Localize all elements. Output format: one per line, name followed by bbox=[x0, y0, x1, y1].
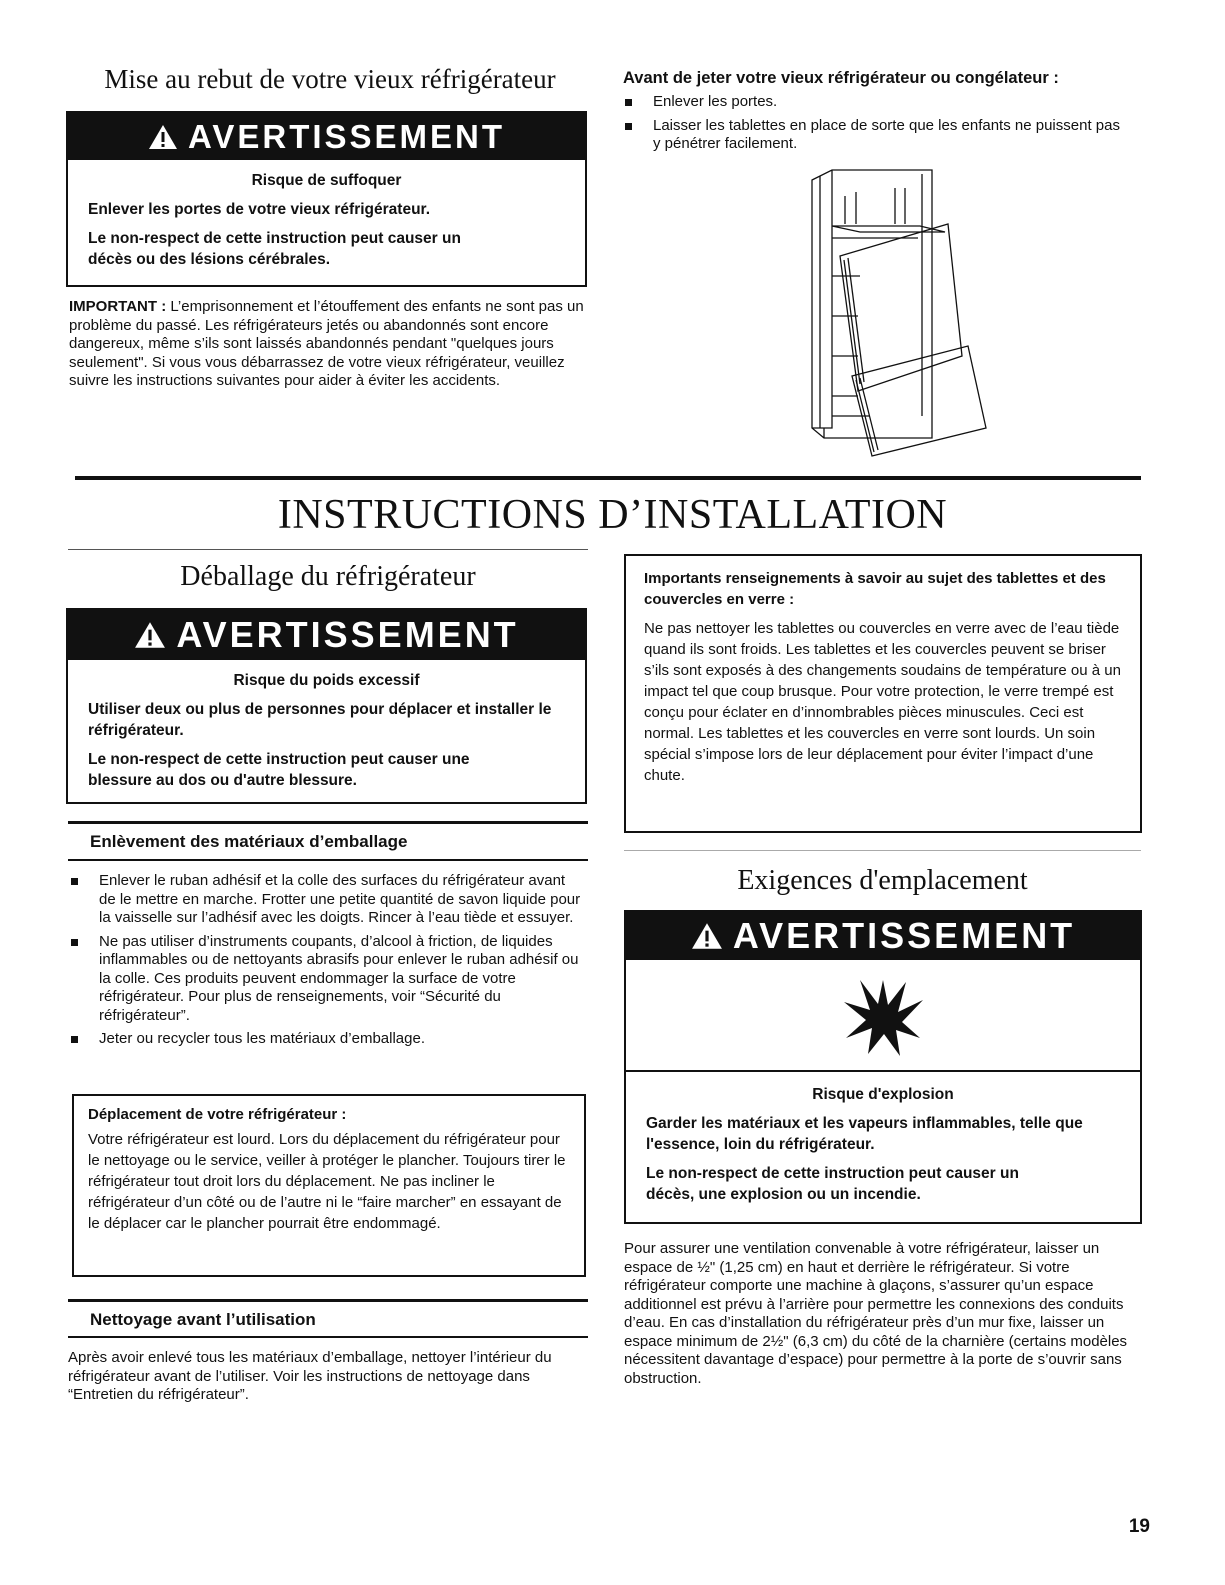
warning-risk: Risque de suffoquer bbox=[251, 172, 402, 189]
warning-triangle-icon bbox=[148, 123, 178, 151]
cleaning-text: Après avoir enlevé tous les matériaux d’emballage, nettoyer l’intérieur du réfrigérateur avant de l’utiliser. Voir les instructions de nettoyage dans “Entretien du réfrigérateur”. bbox=[68, 1349, 552, 1403]
disposal-heading: Mise au rebut de votre vieux réfrigérateur bbox=[104, 64, 556, 94]
warning-consequence: Le non-respect de cette instruction peut causer un décès ou des lésions cérébrales. bbox=[88, 230, 461, 268]
list-item: Laisser les tablettes en place de sorte que les enfants ne puissent pas y pénétrer facilement. bbox=[622, 117, 1122, 154]
glass-shelves-box bbox=[624, 554, 1142, 833]
packing-removal-heading: Enlèvement des matériaux d’emballage bbox=[90, 832, 408, 851]
weight-warning-box bbox=[66, 608, 587, 804]
warning-banner-label: AVERTISSEMENT bbox=[187, 117, 506, 155]
warning-consequence: Le non-respect de cette instruction peut causer une blessure au dos ou d'autre blessure. bbox=[88, 751, 470, 789]
section-divider bbox=[75, 476, 1141, 480]
explosion-pictogram-area bbox=[626, 960, 1140, 1072]
page-number: 19 bbox=[1128, 1516, 1150, 1537]
warning-banner bbox=[68, 113, 585, 160]
warning-banner bbox=[626, 912, 1140, 960]
moving-fridge-box bbox=[72, 1094, 586, 1277]
suffocation-warning-box bbox=[66, 111, 587, 287]
cleaning-heading: Nettoyage avant l’utilisation bbox=[90, 1310, 316, 1329]
location-heading: Exigences d'emplacement bbox=[737, 865, 1028, 896]
important-label: IMPORTANT : bbox=[69, 298, 167, 315]
warning-instruction: Garder les matériaux et les vapeurs inflammables, telle que l'essence, loin du réfrigérateur. bbox=[646, 1115, 1083, 1153]
right-column-rule bbox=[624, 850, 1141, 851]
location-text: Pour assurer une ventilation convenable à votre réfrigérateur, laisser un espace de ½" (1,25 cm) en haut et derrière le réfrigérateur. Si votre réfrigérateur comporte une machine à glaçons, s’assurer qu’un espace additionnel est prévu à l’arrière pour permettre les connexions des conduits d’eau. En cas d’installation du réfrigérateur près d’un mur fixe, laisser un espace minimum de 2½" (6,3 cm) du côté de la charnière (certains modèles nécessitent davantage d’espace) pour permettre à la porte de s’ouvrir sans obstruction. bbox=[624, 1240, 1128, 1387]
list-item: Enlever le ruban adhésif et la colle des surfaces du réfrigérateur avant de le mettre en marche. Frotter une petite quantité de savon liquide pour la vaisselle sur l’adhésif avec les doigts. Rincer à l’eau tiède et essuyer. bbox=[68, 872, 583, 928]
warning-risk: Risque d'explosion bbox=[812, 1086, 954, 1103]
fridge-illustration bbox=[800, 166, 1000, 462]
important-text: L’emprisonnement et l’étouffement des enfants ne sont pas un problème du passé. Les réfrigérateurs jetés ou abandonnés sont encore dangereux, même s’ils sont laissés abandonnés pendant "quelques jours seulement". Si vous vous débarrassez de votre vieux réfrigérateur, veuillez suivre les instructions suivantes pour aider à éviter les accidents. bbox=[69, 298, 584, 389]
explosion-icon bbox=[838, 970, 928, 1060]
moving-fridge-title: Déplacement de votre réfrigérateur : bbox=[88, 1106, 347, 1123]
left-column-rule bbox=[68, 549, 588, 550]
warning-consequence: Le non-respect de cette instruction peut causer un décès, une explosion ou un incendie. bbox=[646, 1165, 1019, 1203]
cleaning-rule-bottom bbox=[68, 1336, 588, 1338]
main-title: INSTRUCTIONS D’INSTALLATION bbox=[277, 492, 948, 538]
warning-banner-label: AVERTISSEMENT bbox=[176, 614, 519, 655]
list-item: Enlever les portes. bbox=[622, 93, 1122, 112]
warning-instruction: Utiliser deux ou plus de personnes pour déplacer et installer le réfrigérateur. bbox=[88, 701, 552, 739]
packing-rule-bottom bbox=[68, 859, 588, 861]
before-discarding-heading: Avant de jeter votre vieux réfrigérateur ou congélateur : bbox=[623, 69, 1059, 87]
packing-removal-list bbox=[68, 872, 583, 1054]
warning-instruction: Enlever les portes de votre vieux réfrigérateur. bbox=[88, 201, 431, 218]
unpacking-heading: Déballage du réfrigérateur bbox=[180, 561, 476, 592]
warning-banner bbox=[68, 610, 585, 660]
list-item: Jeter ou recycler tous les matériaux d’emballage. bbox=[68, 1030, 583, 1049]
cleaning-rule-top bbox=[68, 1299, 588, 1302]
moving-fridge-text: Votre réfrigérateur est lourd. Lors du déplacement du réfrigérateur pour le nettoyage ou le service, veiller à protéger le plancher. Toujours tirer le réfrigérateur tout droit lors du déplacement. Ne pas incliner le réfrigérateur d’un côté ou de l’autre ni le “faire marcher” en essayant de le déplacer car le plancher pourrait être endommagé. bbox=[88, 1131, 566, 1232]
warning-banner-label: AVERTISSEMENT bbox=[732, 915, 1076, 956]
warning-triangle-icon bbox=[134, 620, 166, 650]
packing-rule-top bbox=[68, 821, 588, 824]
warning-risk: Risque du poids excessif bbox=[233, 672, 420, 689]
warning-triangle-icon bbox=[691, 921, 723, 951]
glass-shelves-title: Importants renseignements à savoir au sujet des tablettes et des couvercles en verre : bbox=[644, 570, 1106, 608]
list-item: Ne pas utiliser d’instruments coupants, d’alcool à friction, de liquides inflammables ou de nettoyants abrasifs pour enlever le ruban adhésif ou la colle. Ces produits peuvent endommager la surface de votre réfrigérateur. Pour plus de renseignements, voir “Sécurité du réfrigérateur”. bbox=[68, 933, 583, 1026]
important-paragraph bbox=[69, 298, 589, 391]
explosion-warning-box bbox=[624, 910, 1142, 1224]
glass-shelves-text: Ne pas nettoyer les tablettes ou couvercles en verre avec de l’eau tiède quand ils sont froids. Les tablettes et les couvercles peuvent se briser s’ils sont exposés à des changements soudains de température ou à un impact tel que coup brusque. Pour votre protection, le verre trempé est conçu pour éclater en d’innombrables pièces minuscules. Ceci est normal. Les tablettes et les couvercles en verre sont lourds. Un soin spécial s’impose lors de leur déplacement pour éviter l’impact d’une chute. bbox=[644, 620, 1121, 784]
before-discarding-list bbox=[622, 93, 1122, 159]
